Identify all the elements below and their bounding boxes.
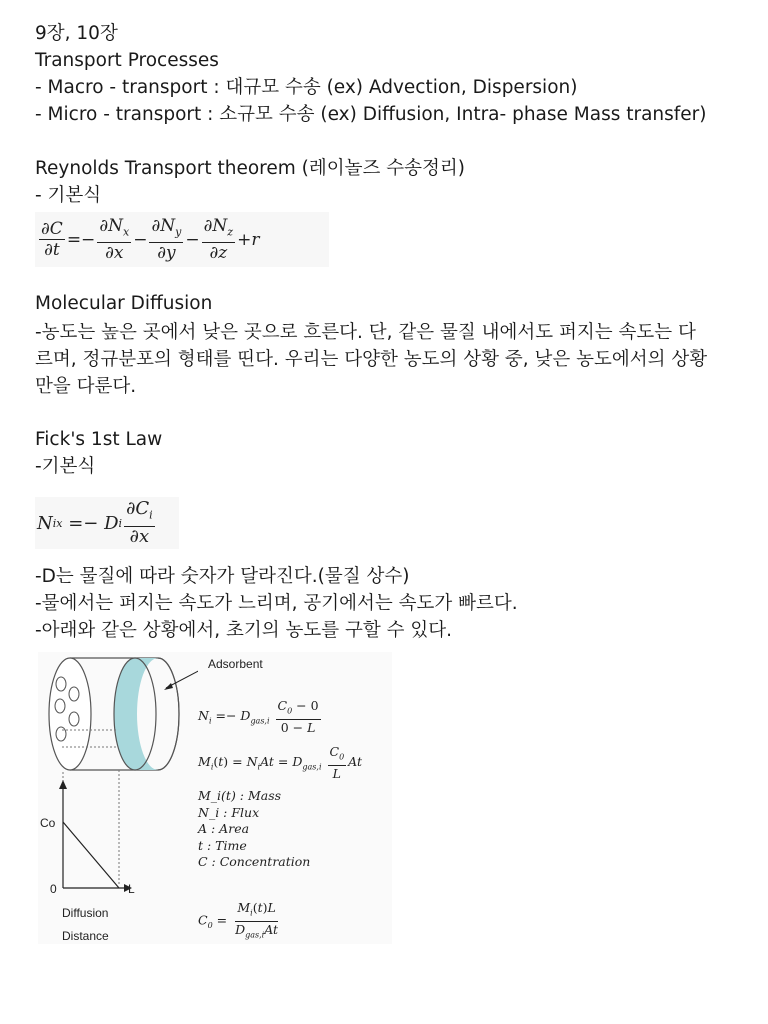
molecular-text-1: -농도는 높은 곳에서 낮은 곳으로 흐른다. 단, 같은 물질 내에서도 퍼지는 속도는 다 [35,322,696,343]
flux-equation: $N_i =- D_{gas,i}$ $\frac{C_0 - 0}{0 - L}$ [198,698,319,735]
fick-note-2: -물에서는 퍼지는 속도가 느리며, 공기에서는 속도가 빠르다. [35,593,518,614]
definition-area: A : Area [198,821,250,836]
molecular-text-3: 만을 다룬다. [35,376,137,397]
fick-basic-label: -기본식 [35,456,96,477]
mass-equation: $M_i(t) = N_iAt = D_{gas,i}$ $\frac{C_0}{L}$ At [198,744,363,781]
fick-heading: Fick's 1st Law [35,429,163,450]
diffusion-figure [38,652,392,944]
section-title-transport: Transport Processes [35,50,219,71]
x-end-label: L [128,882,135,896]
x-caption-distance: Distance [62,929,109,943]
origin-label: 0 [50,882,57,896]
definition-concentration: C : Concentration [198,854,311,869]
reynolds-heading: Reynolds Transport theorem (레이놀즈 수송정리) [35,158,465,179]
macro-transport-line: - Macro - transport : 대규모 수송 (ex) Advection, Dispersion) [35,77,578,98]
adsorbent-label: Adsorbent [208,657,263,671]
micro-transport-line: - Micro - transport : 소규모 수송 (ex) Diffusion, Intra- phase Mass transfer) [35,104,707,125]
chapter-title: 9장, 10장 [35,23,118,44]
definition-mass: M_i(t) : Mass [198,788,282,803]
x-caption-diffusion: Diffusion [62,906,109,920]
definition-flux: N_i : Flux [198,804,260,820]
variable-definitions [198,788,310,871]
reynolds-equation: $\frac{\partial C}{\partial t}$ =− $\frac{\partial N_x}{\partial x}$ − $\frac{\partial N_y}{\partial y}$ − $\frac{\partial N_z}{\partial z}$ + r [35,212,329,267]
fick-note-3: -아래와 같은 상황에서, 초기의 농도를 구할 수 있다. [35,620,453,641]
fick-note-1: -D는 물질에 따라 숫자가 달라진다.(물질 상수) [35,566,410,587]
molecular-text-2: 르며, 정규분포의 형태를 띤다. 우리는 다양한 농도의 상황 중, 낮은 농도에서의 상황 [35,349,708,370]
cylinder-graph-drawing [38,652,198,944]
fick-equation: N ix =− D i $\frac{\partial C_i}{\partial x}$ [35,497,179,549]
reynolds-basic-label: - 기본식 [35,185,102,206]
molecular-heading: Molecular Diffusion [35,293,213,314]
initial-concentration-equation: $C_0$ = $\frac{M_i(t)L}{D_{gas,i}At}$ [198,900,279,939]
y-axis-label: Co [40,816,56,830]
definition-time: t : Time [198,837,247,853]
